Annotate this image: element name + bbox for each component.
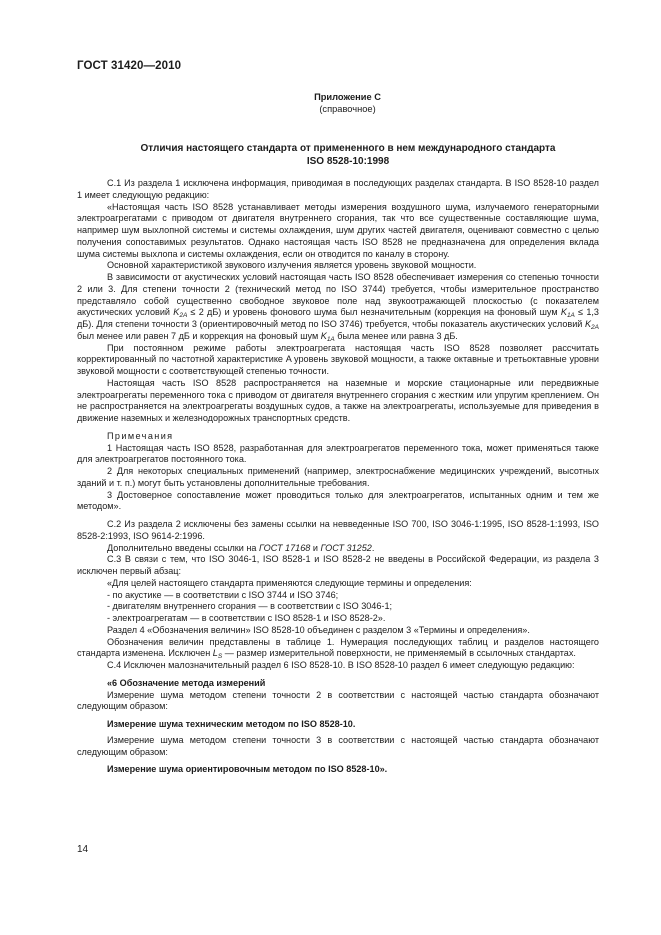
symbol-k1a: $K_{1A}$	[560, 307, 575, 320]
appendix-label: Приложение С	[314, 92, 381, 102]
paragraph-c4: С.4 Исключен малозначительный раздел 6 ISO 8528-10. В ISO 8528-10 раздел 6 имеет следующую редакцию:	[107, 660, 575, 670]
acoustic-text-a: В зависимости от акустических условий настоящая часть ISO 8528 обеспечивает измерения со степенью точности 2 или 3. Для степени точности 2 (технический метод по ISO 3744) требуется, чтобы измерительное пространство представляло собой существенно свободное звуковое поле над звукоотражающей плоскостью (с показателем акустических условий	[77, 272, 599, 318]
c4-heading: «6 Обозначение метода измерений	[107, 677, 266, 688]
page-number: 14	[77, 844, 89, 855]
paragraph-c1-steady: При постоянном режиме работы электроагрегата настоящая часть ISO 8528 позволяет рассчитать корректированный по частотной характеристике A уровень звуковой мощности, а также октавные и третьоктавные уровни звуковой мощности с соответствующей степенью точности.	[77, 342, 599, 376]
acoustic-text-c: ≤ 1,3 дБ). Для степени точности 3 (ориентировочный метод по ISO 3746) требуется, чтобы показатель акустических условий	[77, 307, 599, 329]
paragraph-c3-symbols: Обозначения величин представлены в таблице 1. Нумерация последующих таблиц и разделов настоящего стандарта изменена. Исключен $L_S$ — размер измерительной поверхности, не применяемый в ссылочных стандартах.	[77, 636, 599, 661]
appendix-note: (справочное)	[319, 103, 376, 114]
symbol-ls: $L_S$	[212, 648, 223, 661]
paragraph-c1-main: Основной характеристикой звукового излучения является уровень звуковой мощности.	[107, 260, 477, 271]
title-line-1: Отличия настоящего стандарта от примененного в нем международного стандарта	[140, 143, 556, 154]
acoustic-text-e: была менее или равна 3 дБ.	[334, 330, 458, 341]
acoustic-text-d: был менее или равен 7 дБ и коррекция на фоновый шум	[77, 330, 321, 341]
gost-17168-ref: ГОСТ 17168	[258, 542, 311, 553]
c3-list-item-3: - электроагрегатам — в соответствии с ISO 8528-1 и ISO 8528-2».	[107, 613, 386, 623]
paragraph-c1-acoustic	[77, 272, 599, 343]
standard-code-header: ГОСТ 31420—2010	[77, 60, 182, 72]
paragraph-c3-section4: Раздел 4 «Обозначения величин» ISO 8528-10 объединен с разделом 3 «Термины и определения».	[107, 624, 530, 635]
paragraph-c1-applies: Настоящая часть ISO 8528 распространяется на наземные и морские стационарные или передвижные электроагрегаты переменного тока с приводом от двигателя внутреннего сгорания с жестким или упругим креплением. Он не распространяется на электроагрегаты воздушных судов, а также на электроагрегаты, используемые для приведения в движение наземных и железнодорожных транспортных средств.	[77, 377, 599, 423]
symbol-k2a: $K_{2A}$	[173, 307, 188, 320]
c4-bold-1: Измерение шума техническим методом по ISO 8528-10.	[107, 719, 356, 729]
gost-31252-ref: ГОСТ 31252	[320, 542, 372, 553]
c4-text-2: Измерение шума методом степени точности 3 в соответствии с настоящей частью стандарта обозначают следующим образом:	[77, 734, 599, 757]
c4-bold-2: Измерение шума ориентировочным методом по ISO 8528-10».	[107, 764, 388, 775]
paragraph-c3: С.3 В связи с тем, что ISO 3046-1, ISO 8528-1 и ISO 8528-2 не введены в Российской Федерации, из раздела 3 исключен первый абзац:	[77, 554, 599, 576]
appendix-heading	[0, 92, 661, 115]
paragraph-c3-quote: «Для целей настоящего стандарта применяются следующие термины и определения:	[107, 577, 472, 588]
c3-list-item-1: - по акустике — в соответствии с ISO 3744 и ISO 3746;	[107, 589, 339, 600]
acoustic-text-b: ≤ 2 дБ) и уровень фонового шума был незначительным (коррекция на фоновый шум	[187, 307, 561, 318]
c4-text-1: Измерение шума методом степени точности 2 в соответствии с настоящей частью стандарта обозначают следующим образом:	[77, 689, 599, 712]
c3-list-item-2: - двигателям внутреннего сгорания — в соответствии с ISO 3046-1;	[107, 601, 393, 612]
body-text	[77, 178, 599, 776]
symbol-k2a-2: $K_{2A}$	[584, 319, 599, 331]
note-2: 2 Для некоторых специальных применений (например, электроснабжение медицинских учреждений, высотных зданий и т. п.) могут быть установлены дополнительные требования.	[77, 466, 599, 488]
paragraph-c2: С.2 Из раздела 2 исключены без замены ссылки на невведенные ISO 700, ISO 3046-1:1995, ISO 8528-1:1993, ISO 8528-2:1993, ISO 9614-2:1996.	[77, 519, 599, 541]
symbol-k1a-2: $K_{1A}$	[320, 330, 335, 343]
note-1: 1 Настоящая часть ISO 8528, разработанная для электроагрегатов переменного тока, может применяться также для электроагрегатов постоянного тока.	[77, 442, 599, 465]
appendix-title	[77, 143, 599, 168]
paragraph-c2-added: Дополнительно введены ссылки на ГОСТ 17168 и ГОСТ 31252.	[107, 542, 375, 553]
paragraph-c1-quote: «Настоящая часть ISO 8528 устанавливает методы измерения воздушного шума, излучаемого генераторными электроагрегатами с приводом от двигателя внутреннего сгорания, так что все существенные составляющие шума, например шум выхлопной системы и системы охлаждения, шум других частей двигателя, оценивают совместно с целью получения сопоставимых результатов. Однако настоящая часть ISO 8528 не предназначена для определения вклада шума системы выхлопа и системы охлаждения, если он отводится по каналу в сторону.	[77, 201, 599, 259]
note-3: 3 Достоверное сопоставление может проводиться только для электроагрегатов, испытанных одним и тем же методом».	[77, 489, 599, 512]
notes-heading: Примечания	[107, 430, 174, 441]
title-line-2: ISO 8528-10:1998	[306, 155, 390, 167]
paragraph-c1: С.1 Из раздела 1 исключена информация, приводимая в последующих разделах стандарта. В ISO 8528-10 раздел 1 имеет следующую редакцию:	[77, 178, 599, 200]
